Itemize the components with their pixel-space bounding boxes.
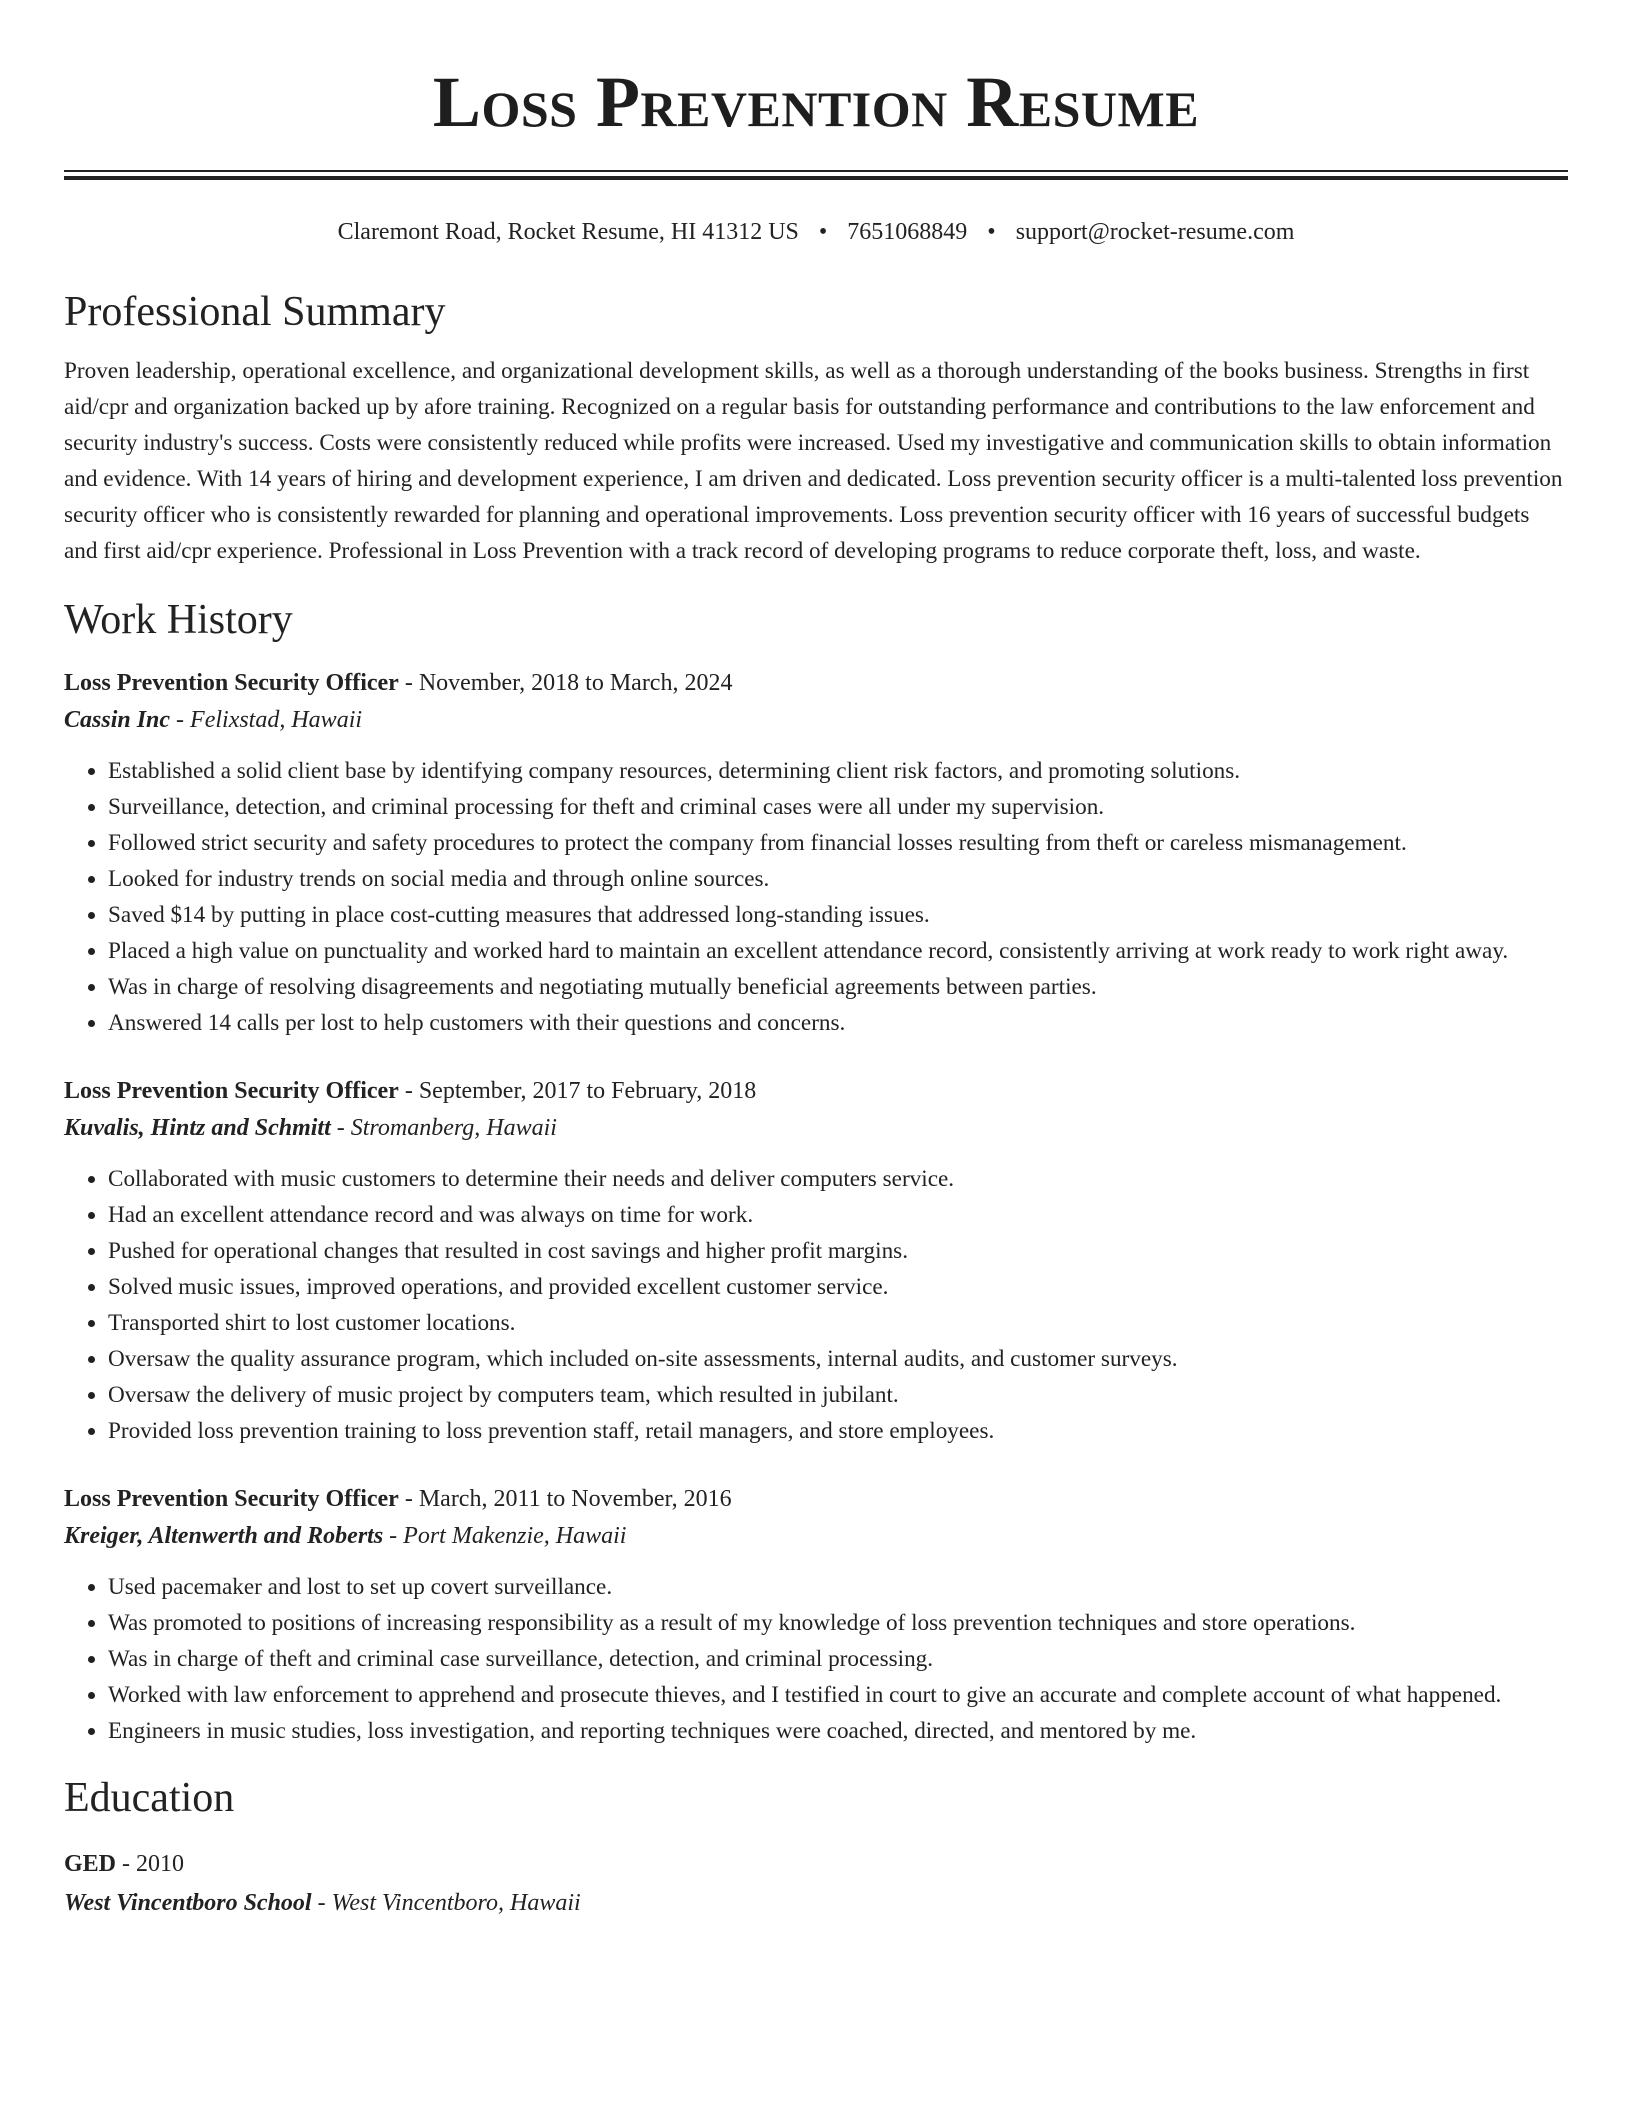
education-location: - West Vincentboro, Hawaii (311, 1890, 581, 1916)
list-item: • Provided loss prevention training to loss prevention staff, retail managers, and store employees. (108, 1413, 1568, 1449)
job-company: Cassin Inc (64, 707, 171, 733)
contact-email: support@rocket-resume.com (1015, 219, 1295, 245)
list-item: • Was in charge of resolving disagreements and negotiating mutually beneficial agreements between parties. (108, 969, 1568, 1005)
education-degree: GED (64, 1851, 117, 1877)
list-item: • Saved $14 by putting in place cost-cutting measures that addressed long-standing issues. (108, 897, 1568, 933)
job-company-line (64, 1109, 1568, 1147)
resume-title: Loss Prevention Resume (432, 62, 1200, 142)
list-item: • Oversaw the delivery of music project by computers team, which resulted in jubilant. (108, 1377, 1568, 1413)
list-item: • Placed a high value on punctuality and worked hard to maintain an excellent attendance record, consistently arriving at work ready to work right away. (108, 933, 1568, 969)
summary-text: Proven leadership, operational excellence, and organizational development skills, as well as a thorough understanding of the books business. Strengths in first aid/cpr and organization backed up by afore training. Recognized on a regular basis for outstanding performance and contributions to the law enforcement and security industry's success. Costs were consistently reduced while profits were increased. Used my investigative and communication skills to obtain information and evidence. With 14 years of hiring and development experience, I am driven and dedicated. Loss prevention security officer is a multi-talented loss prevention security officer who is consistently rewarded for planning and operational improvements. Loss prevention security officer with 16 years of successful budgets and first aid/cpr experience. Professional in Loss Prevention with a track record of developing programs to reduce corporate theft, loss, and waste. (64, 358, 1563, 564)
job-company: Kreiger, Altenwerth and Roberts (64, 1523, 384, 1549)
title-double-rule (64, 170, 1568, 180)
contact-separator: • (818, 219, 828, 245)
job-bullets (64, 1161, 1568, 1449)
list-item: • Engineers in music studies, loss investigation, and reporting techniques were coached, directed, and mentored by me. (108, 1713, 1568, 1749)
section-heading-summary: Professional Summary (64, 289, 446, 335)
list-item: • Was in charge of theft and criminal case surveillance, detection, and criminal processing. (108, 1641, 1568, 1677)
list-item: • Answered 14 calls per lost to help customers with their questions and concerns. (108, 1005, 1568, 1041)
list-item: • Transported shirt to lost customer locations. (108, 1305, 1568, 1341)
list-item: • Was promoted to positions of increasing responsibility as a result of my knowledge of loss prevention techniques and store operations. (108, 1605, 1568, 1641)
job-bullets (64, 1569, 1568, 1749)
job-title: Loss Prevention Security Officer (64, 1078, 399, 1104)
job-location: - Felixstad, Hawaii (170, 707, 363, 733)
list-item: • Looked for industry trends on social media and through online sources. (108, 861, 1568, 897)
job-header (64, 1481, 1568, 1517)
job-dates: - March, 2011 to November, 2016 (398, 1486, 732, 1512)
contact-phone: 7651068849 (847, 219, 968, 245)
section-heading-education: Education (64, 1775, 235, 1821)
list-item: • Surveillance, detection, and criminal processing for theft and criminal cases were all under my supervision. (108, 789, 1568, 825)
list-item: • Pushed for operational changes that resulted in cost savings and higher profit margins. (108, 1233, 1568, 1269)
job-title: Loss Prevention Security Officer (64, 670, 399, 696)
contact-line (64, 217, 1568, 247)
list-item: • Collaborated with music customers to determine their needs and deliver computers service. (108, 1161, 1568, 1197)
list-item: • Used pacemaker and lost to set up covert surveillance. (108, 1569, 1568, 1605)
list-item: • Followed strict security and safety procedures to protect the company from financial losses resulting from theft or careless mismanagement. (108, 825, 1568, 861)
job-dates: - November, 2018 to March, 2024 (398, 670, 733, 696)
job-location: - Port Makenzie, Hawaii (383, 1523, 627, 1549)
list-item: • Solved music issues, improved operations, and provided excellent customer service. (108, 1269, 1568, 1305)
job-company-line (64, 701, 1568, 739)
job-entry (64, 1073, 1568, 1449)
list-item: • Had an excellent attendance record and was always on time for work. (108, 1197, 1568, 1233)
job-bullets (64, 753, 1568, 1041)
job-entry (64, 665, 1568, 1041)
job-header (64, 665, 1568, 701)
education-header (64, 1845, 1568, 1883)
contact-address: Claremont Road, Rocket Resume, HI 41312 US (337, 219, 799, 245)
job-entry (64, 1481, 1568, 1749)
education-year: - 2010 (116, 1851, 185, 1877)
contact-separator: • (987, 219, 996, 245)
job-title: Loss Prevention Security Officer (64, 1486, 399, 1512)
job-header (64, 1073, 1568, 1109)
job-company: Kuvalis, Hintz and Schmitt (64, 1115, 331, 1141)
section-heading-work-history: Work History (64, 597, 293, 643)
education-school-line (64, 1883, 1568, 1923)
job-location: - Stromanberg, Hawaii (330, 1115, 557, 1141)
list-item: • Established a solid client base by identifying company resources, determining client risk factors, and promoting solutions. (108, 753, 1568, 789)
list-item: • Oversaw the quality assurance program, which included on-site assessments, internal audits, and customer surveys. (108, 1341, 1568, 1377)
list-item: • Worked with law enforcement to apprehend and prosecute thieves, and I testified in court to give an accurate and complete account of what happened. (108, 1677, 1568, 1713)
job-company-line (64, 1517, 1568, 1555)
job-dates: - September, 2017 to February, 2018 (398, 1078, 757, 1104)
education-school: West Vincentboro School (64, 1890, 312, 1916)
